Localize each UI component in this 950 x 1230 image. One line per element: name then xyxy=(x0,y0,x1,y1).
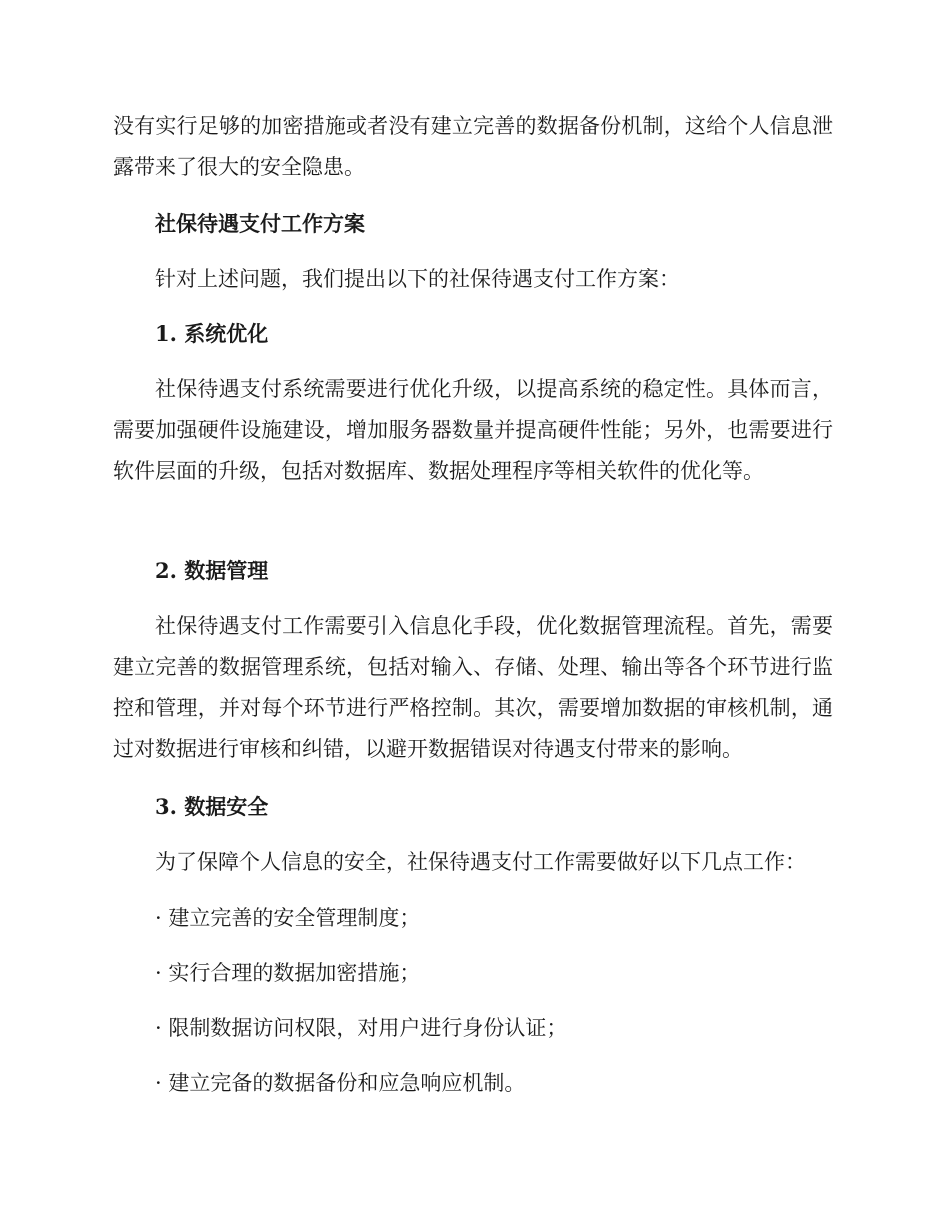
list-item: · 实行合理的数据加密措施； xyxy=(155,961,421,985)
list-item: · 限制数据访问权限，对用户进行身份认证； xyxy=(155,1016,568,1040)
list-item: · 建立完备的数据备份和应急响应机制。 xyxy=(155,1071,526,1095)
heading-system-optimization: 1. 系统优化 xyxy=(155,321,269,346)
paragraph-system-optimization: 社保待遇支付系统需要进行优化升级，以提高系统的稳定性。具体而言，需要加强硬件设施建设，增加服务器数量并提高硬件性能；另外，也需要进行软件层面的升级，包括对数据库、数据处理程序等相关软件的优化等。 xyxy=(113,377,833,483)
heading-data-management: 2. 数据管理 xyxy=(155,558,269,583)
intro-paragraph: 没有实行足够的加密措施或者没有建立完善的数据备份机制，这给个人信息泄露带来了很大的安全隐患。 xyxy=(113,114,833,179)
lead-paragraph: 针对上述问题，我们提出以下的社保待遇支付工作方案： xyxy=(155,267,680,291)
paragraph-data-management: 社保待遇支付工作需要引入信息化手段，优化数据管理流程。首先，需要建立完善的数据管理系统，包括对输入、存储、处理、输出等各个环节进行监控和管理，并对每个环节进行严格控制。其次，需要增加数据的审核机制，通过对数据进行审核和纠错，以避开数据错误对待遇支付带来的影响。 xyxy=(113,614,833,761)
list-item: · 建立完善的安全管理制度； xyxy=(155,906,421,930)
paragraph-data-security: 为了保障个人信息的安全，社保待遇支付工作需要做好以下几点工作： xyxy=(155,850,806,874)
heading-data-security: 3. 数据安全 xyxy=(155,794,269,819)
section-title: 社保待遇支付工作方案 xyxy=(155,211,365,236)
